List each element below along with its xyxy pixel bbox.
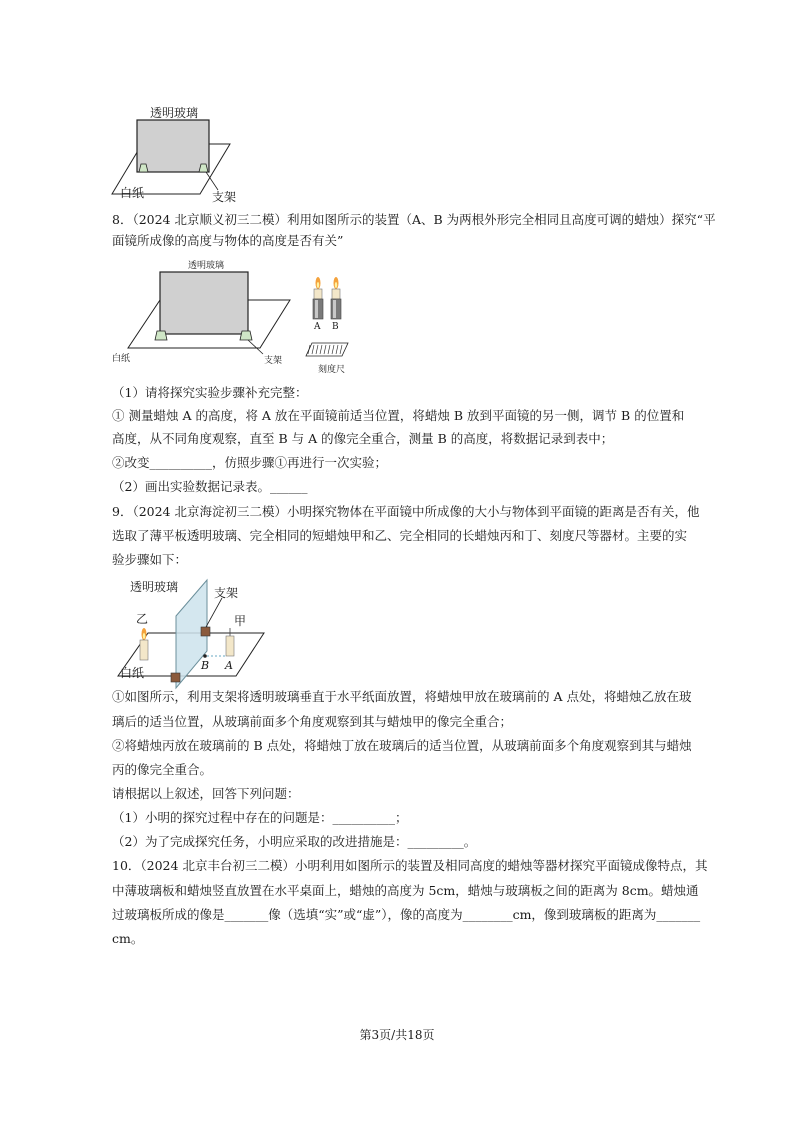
q10-line4: cm。	[112, 931, 144, 946]
q8-paper-label: 白纸	[112, 354, 131, 364]
q9-sub1: （1）小明的探究过程中存在的问题是：__________；	[112, 810, 408, 825]
q9-stand-label: 支架	[214, 586, 239, 600]
stand-label: 支架	[212, 190, 237, 204]
paper-label: 白纸	[120, 186, 145, 200]
q9-prompt: 请根据以上叙述，回答下列问题：	[112, 786, 300, 801]
q8-line1: 8．（2024 北京顺义初三二模）利用如图所示的装置（A、B 为两根外形完全相同且高度可调的蜡烛）探究“平	[112, 212, 716, 227]
q9-candle-jia-label: 甲	[234, 614, 247, 628]
q9-point-a-label: A	[225, 659, 233, 672]
q8-sub2: （2）画出实验数据记录表。______	[112, 479, 308, 494]
q9-stand-leader	[206, 598, 222, 627]
q9-sub2: （2）为了完成探究任务，小明应采取的改进措施是：_________。	[112, 834, 477, 849]
q9-stand-bottom	[171, 673, 180, 682]
q9-step1-line2: 璃后的适当位置，从玻璃前面多个角度观察到其与蜡烛甲的像完全重合；	[112, 714, 513, 729]
q8-candle-a-label: A	[314, 322, 321, 332]
q10-line1: 10．（2024 北京丰台初三二模）小明利用如图所示的装置及相同高度的蜡烛等器材探究平面镜成像特点，其	[112, 858, 708, 873]
q9-line1: 9．（2024 北京海淀初三二模）小明探究物体在平面镜中所成像的大小与物体到平面镜的距离是否有关，他	[112, 504, 700, 519]
q8-sub1-title: （1）请将探究实验步骤补充完整：	[112, 385, 308, 400]
q8-candle-b-label: B	[332, 322, 339, 332]
q8-ruler-label: 刻度尺	[318, 365, 346, 375]
q9-line3: 验步骤如下：	[112, 552, 188, 567]
q9-point-b	[203, 654, 207, 658]
q10-line3: 过玻璃板所成的像是_______像（选填“实”或“虚”），像的高度为________cm，像到玻璃板的距离为_______	[112, 907, 701, 922]
q9-step2-line2: 丙的像完全重合。	[112, 762, 213, 777]
q8-step2: ②改变__________，仿照步骤①再进行一次实验；	[112, 455, 388, 470]
q9-candle-jia	[226, 628, 234, 656]
q9-point-b-label: B	[201, 659, 210, 672]
q9-step2-line1: ②将蜡烛丙放在玻璃前的 B 点处，将蜡烛丁放在玻璃后的适当位置，从玻璃前面多个角度观察到其与蜡烛	[112, 738, 692, 753]
glass-label: 透明玻璃	[150, 106, 199, 120]
q9-stand-top	[201, 627, 210, 636]
q9-glass-label: 透明玻璃	[130, 580, 179, 594]
page-footer: 第3页/共18页	[359, 1028, 435, 1042]
q9-step1-line1: ①如图所示，利用支架将透明玻璃垂直于水平纸面放置，将蜡烛甲放在玻璃前的 A 点处，将蜡烛乙放在玻	[112, 689, 692, 704]
q10-line2: 中薄玻璃板和蜡烛竖直放置在水平桌面上，蜡烛的高度为 5cm，蜡烛与玻璃板之间的距离为 8cm。蜡烛通	[112, 883, 699, 898]
q9-candle-yi	[140, 628, 148, 660]
q8-step1-line2: 高度，从不同角度观察，直至 B 与 A 的像完全重合，测量 B 的高度，将数据记录到表中；	[112, 431, 614, 446]
q9-line2: 选取了薄平板透明玻璃、完全相同的短蜡烛甲和乙、完全相同的长蜡烛丙和丁、刻度尺等器材。主要的实	[112, 528, 688, 543]
q8-glass-label: 透明玻璃	[188, 261, 225, 271]
q8-stand-label: 支架	[264, 356, 283, 366]
q9-candle-yi-label: 乙	[136, 612, 149, 626]
q8-step1-line1: ① 测量蜡烛 A 的高度，将 A 放在平面镜前适当位置，将蜡烛 B 放到平面镜的另一侧，调节 B 的位置和	[112, 408, 685, 423]
q8-line2: 面镜所成像的高度与物体的高度是否有关”	[112, 233, 344, 248]
q9-paper-label: 白纸	[120, 666, 145, 680]
